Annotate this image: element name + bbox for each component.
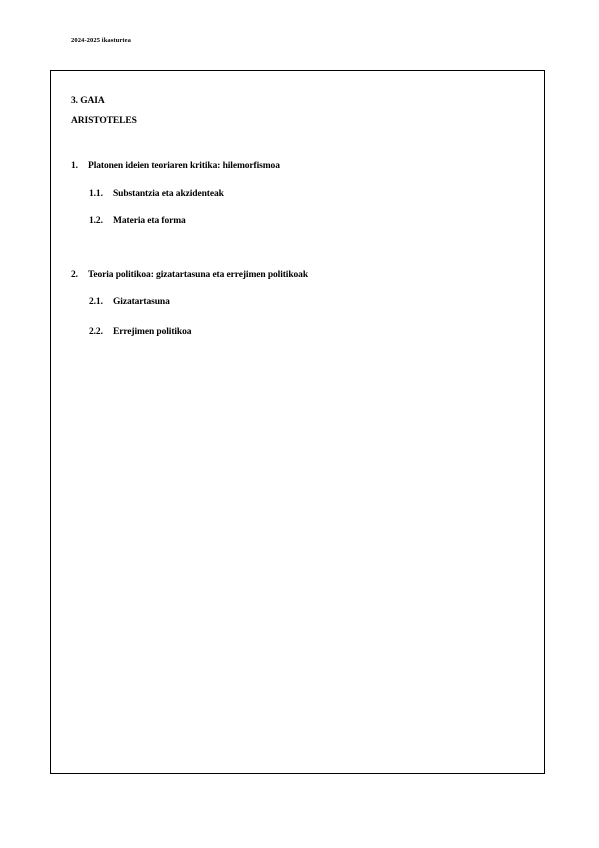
section-1-number: 1.	[71, 161, 78, 171]
subsection-1-1-title: Substantzia eta akzidenteak	[113, 189, 224, 199]
page-frame	[50, 70, 545, 774]
subsection-1-1	[89, 189, 224, 199]
subsection-2-1-number: 2.1.	[89, 297, 103, 307]
section-2-number: 2.	[71, 270, 78, 280]
section-1-title: Platonen ideien teoriaren kritika: hilemorfismoa	[88, 161, 280, 171]
subsection-2-2-number: 2.2.	[89, 327, 103, 337]
subsection-2-2	[89, 327, 191, 337]
section-2-title: Teoria politikoa: gizatartasuna eta errejimen politikoak	[88, 270, 309, 280]
subsection-1-1-number: 1.1.	[89, 189, 103, 199]
subsection-2-2-title: Errejimen politikoa	[113, 327, 192, 337]
section-1-heading	[71, 161, 280, 171]
subsection-1-2-number: 1.2.	[89, 216, 103, 226]
subsection-2-1-title: Gizatartasuna	[113, 297, 170, 307]
subsection-1-2	[89, 216, 186, 226]
unit-title: ARISTOTELES	[71, 116, 137, 126]
subsection-2-1	[89, 297, 170, 307]
course-year-header: 2024-2025 ikasturtea	[71, 37, 131, 44]
section-2-heading	[71, 270, 308, 280]
unit-number: 3. GAIA	[71, 96, 105, 106]
subsection-1-2-title: Materia eta forma	[113, 216, 186, 226]
